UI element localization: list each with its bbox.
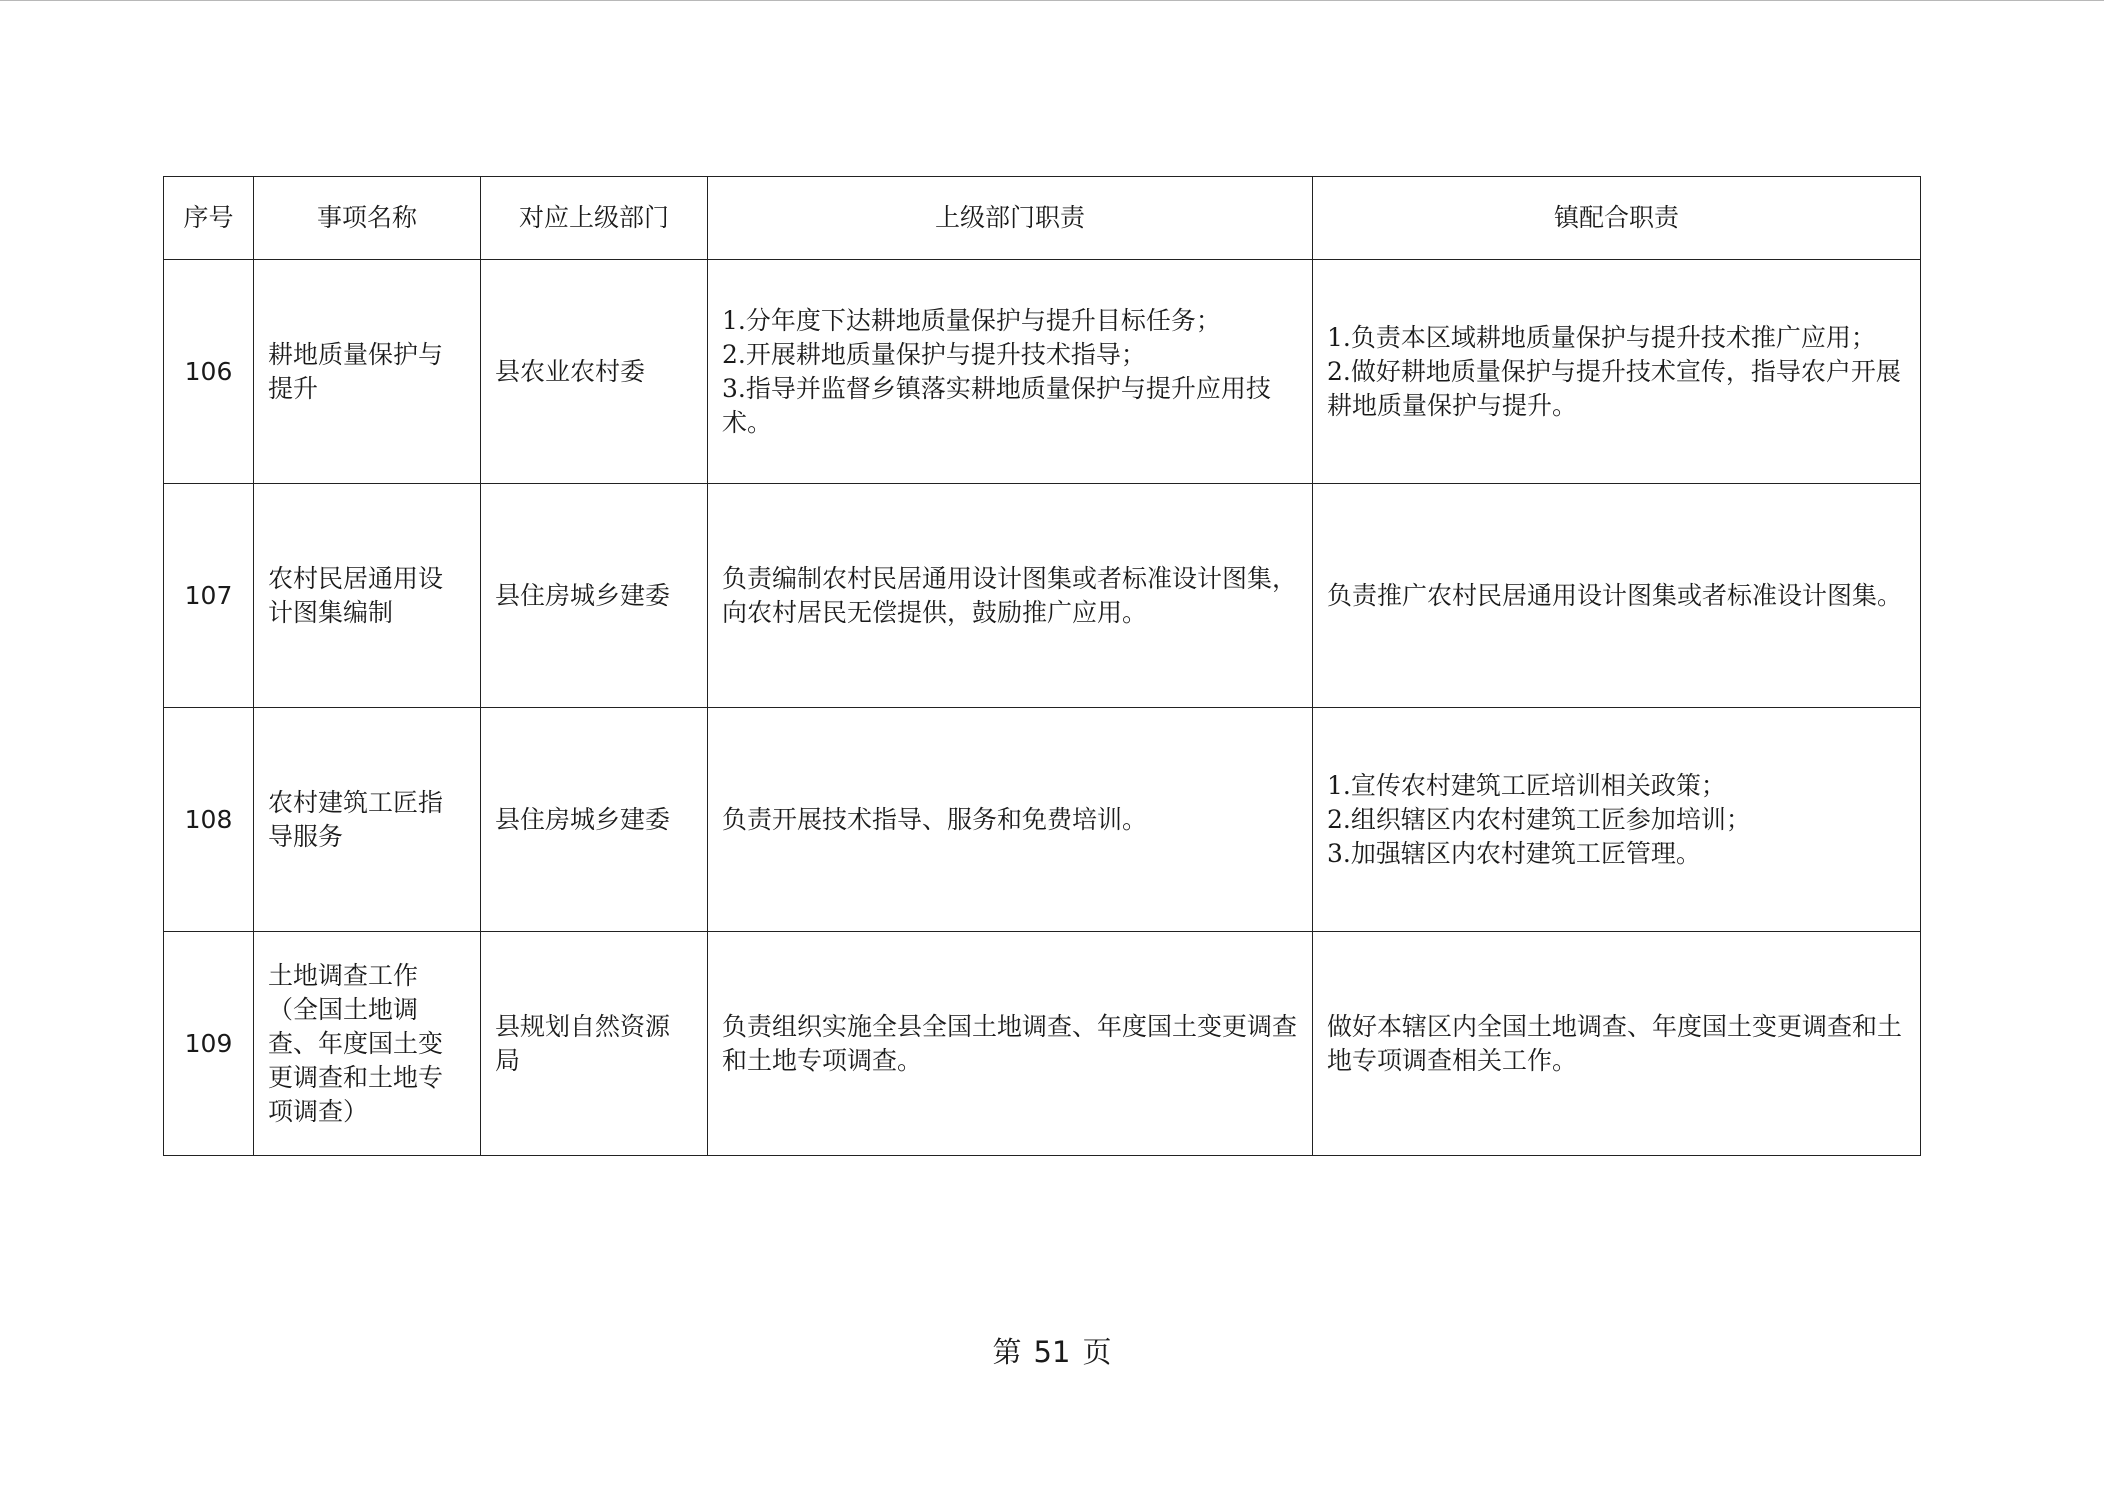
table-row (164, 932, 1921, 1156)
header-superior-duty: 上级部门职责 (708, 177, 1313, 260)
town-duty (1313, 260, 1921, 484)
page-number (0, 1332, 2104, 1372)
superior-duty (708, 260, 1313, 484)
superior-dept: 县农业农村委 (481, 260, 708, 484)
header-town-duty: 镇配合职责 (1313, 177, 1921, 260)
duty-line: 1.分年度下达耕地质量保护与提升目标任务； (722, 305, 1221, 335)
table-row (164, 484, 1921, 708)
superior-duty (708, 708, 1313, 932)
table-row (164, 260, 1921, 484)
top-border-line (0, 0, 2104, 1)
duty-line: 负责组织实施全县全国土地调查、年度国土变更调查和土地专项调查。 (722, 1011, 1298, 1075)
page-number-value: 51 (1033, 1335, 1071, 1369)
header-superior-dept: 对应上级部门 (481, 177, 708, 260)
duty-line: 1.宣传农村建筑工匠培训相关政策； (1327, 770, 1726, 800)
page-number-suffix: 页 (1082, 1335, 1112, 1369)
duty-line: 2.做好耕地质量保护与提升技术宣传，指导农户开展耕地质量保护与提升。 (1327, 356, 1901, 420)
superior-duty (708, 484, 1313, 708)
header-seq: 序号 (164, 177, 254, 260)
item-name: 农村民居通用设计图集编制 (254, 484, 481, 708)
duty-line: 3.指导并监督乡镇落实耕地质量保护与提升应用技术。 (722, 373, 1271, 437)
superior-dept: 县规划自然资源局 (481, 932, 708, 1156)
superior-duty (708, 932, 1313, 1156)
duties-table (163, 176, 1921, 1156)
duty-line: 3.加强辖区内农村建筑工匠管理。 (1327, 838, 1701, 868)
superior-dept: 县住房城乡建委 (481, 708, 708, 932)
row-number: 108 (164, 708, 254, 932)
item-name: 土地调查工作（全国土地调查、年度国土变更调查和土地专项调查） (254, 932, 481, 1156)
item-name: 耕地质量保护与提升 (254, 260, 481, 484)
duty-line: 1.负责本区域耕地质量保护与提升技术推广应用； (1327, 322, 1876, 352)
row-number: 106 (164, 260, 254, 484)
duty-line: 2.组织辖区内农村建筑工匠参加培训； (1327, 804, 1751, 834)
town-duty (1313, 932, 1921, 1156)
row-number: 109 (164, 932, 254, 1156)
superior-dept: 县住房城乡建委 (481, 484, 708, 708)
row-number: 107 (164, 484, 254, 708)
town-duty (1313, 484, 1921, 708)
page-number-prefix: 第 (992, 1335, 1022, 1369)
duty-line: 负责开展技术指导、服务和免费培训。 (722, 804, 1148, 834)
duty-line: 负责推广农村民居通用设计图集或者标准设计图集。 (1327, 580, 1903, 610)
header-item-name: 事项名称 (254, 177, 481, 260)
item-name: 农村建筑工匠指导服务 (254, 708, 481, 932)
table-header-row (164, 177, 1921, 260)
duty-line: 做好本辖区内全国土地调查、年度国土变更调查和土地专项调查相关工作。 (1327, 1011, 1903, 1075)
duty-line: 2.开展耕地质量保护与提升技术指导； (722, 339, 1146, 369)
table-row (164, 708, 1921, 932)
town-duty (1313, 708, 1921, 932)
duty-line: 负责编制农村民居通用设计图集或者标准设计图集，向农村居民无偿提供，鼓励推广应用。 (722, 563, 1298, 627)
